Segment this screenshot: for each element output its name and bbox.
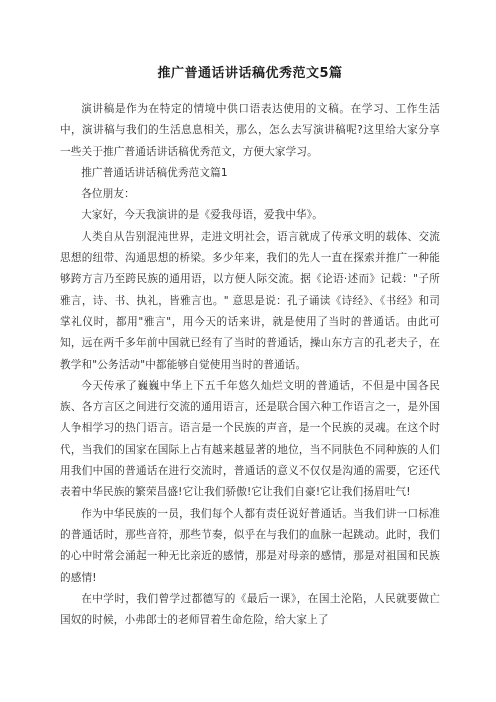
speech-opening: 大家好，今天我演讲的是《爱我母语，爱我中华》。 xyxy=(81,209,323,222)
salutation: 各位朋友： xyxy=(81,188,135,201)
section-heading: 推广普通话讲话稿优秀范文篇1 xyxy=(81,166,228,179)
body-paragraph: 作为中华民族的一员，我们每个人都有责任说好普通话。当我们讲一口标准的普通话时，那些音符，那些节奏，似乎在与我们的血脉一起跳动。此时，我们的心中时常会涌起一种无比亲近的感情，那是对母亲的感情，那是对祖国和民族的感情! xyxy=(60,507,440,584)
intro-paragraph: 演讲稿是作为在特定的情境中供口语表达使用的文稿。在学习、工作生活中，演讲稿与我们的生活息息相关，那么，怎么去写演讲稿呢?这里给大家分享一些关于推广普通话讲话稿优秀范文，方便大家学习。 xyxy=(60,103,440,158)
body-paragraph: 今天传承了巍巍中华上下五千年悠久灿烂文明的普通话，不但是中国各民族、各方言区之间进行交流的通用语言，还是联合国六种工作语言之一，是外国人争相学习的热门语言。语言是一个民族的声音，是一个民族的灵魂。在这个时代，当我们的国家在国际上占有越来越显著的地位，当不同肤色不同种族的人们用我们中国的普通话在进行交流时，普通话的意义不仅仅是沟通的需要，它还代表着中华民族的繁荣昌盛!它让我们骄傲!它让我们自豪!它让我们扬眉吐气! xyxy=(60,379,440,499)
body-paragraph: 人类自从告别混沌世界，走进文明社会，语言就成了传承文明的载体、交流思想的纽带、沟通思想的桥梁。多少年来，我们的先人一直在探索并推广一种能够跨方言乃至跨民族的通用语，以方便人际交流。据《论语·述而》记载："子所雅言，诗、书、执礼，皆雅言也。" 意思是说：孔子诵读《诗经》、《书经》和司掌礼仪时，都用"雅言"，用今天的话来讲，就是使用了当时的普通话。由此可知，远在两千多年前中国就已经有了当时的普通话，操山东方言的孔老夫子，在教学和"公务活动"中都能够自觉使用当时的普通话。 xyxy=(60,230,440,371)
page-title: 推广普通话讲话稿优秀范文5篇 xyxy=(157,66,343,81)
body-paragraph: 在中学时，我们曾学过都德写的《最后一课》，在国土沦陷，人民就要做亡国奴的时候，小弗郎士的老师冒着生命危险，给大家上了 xyxy=(60,592,440,627)
